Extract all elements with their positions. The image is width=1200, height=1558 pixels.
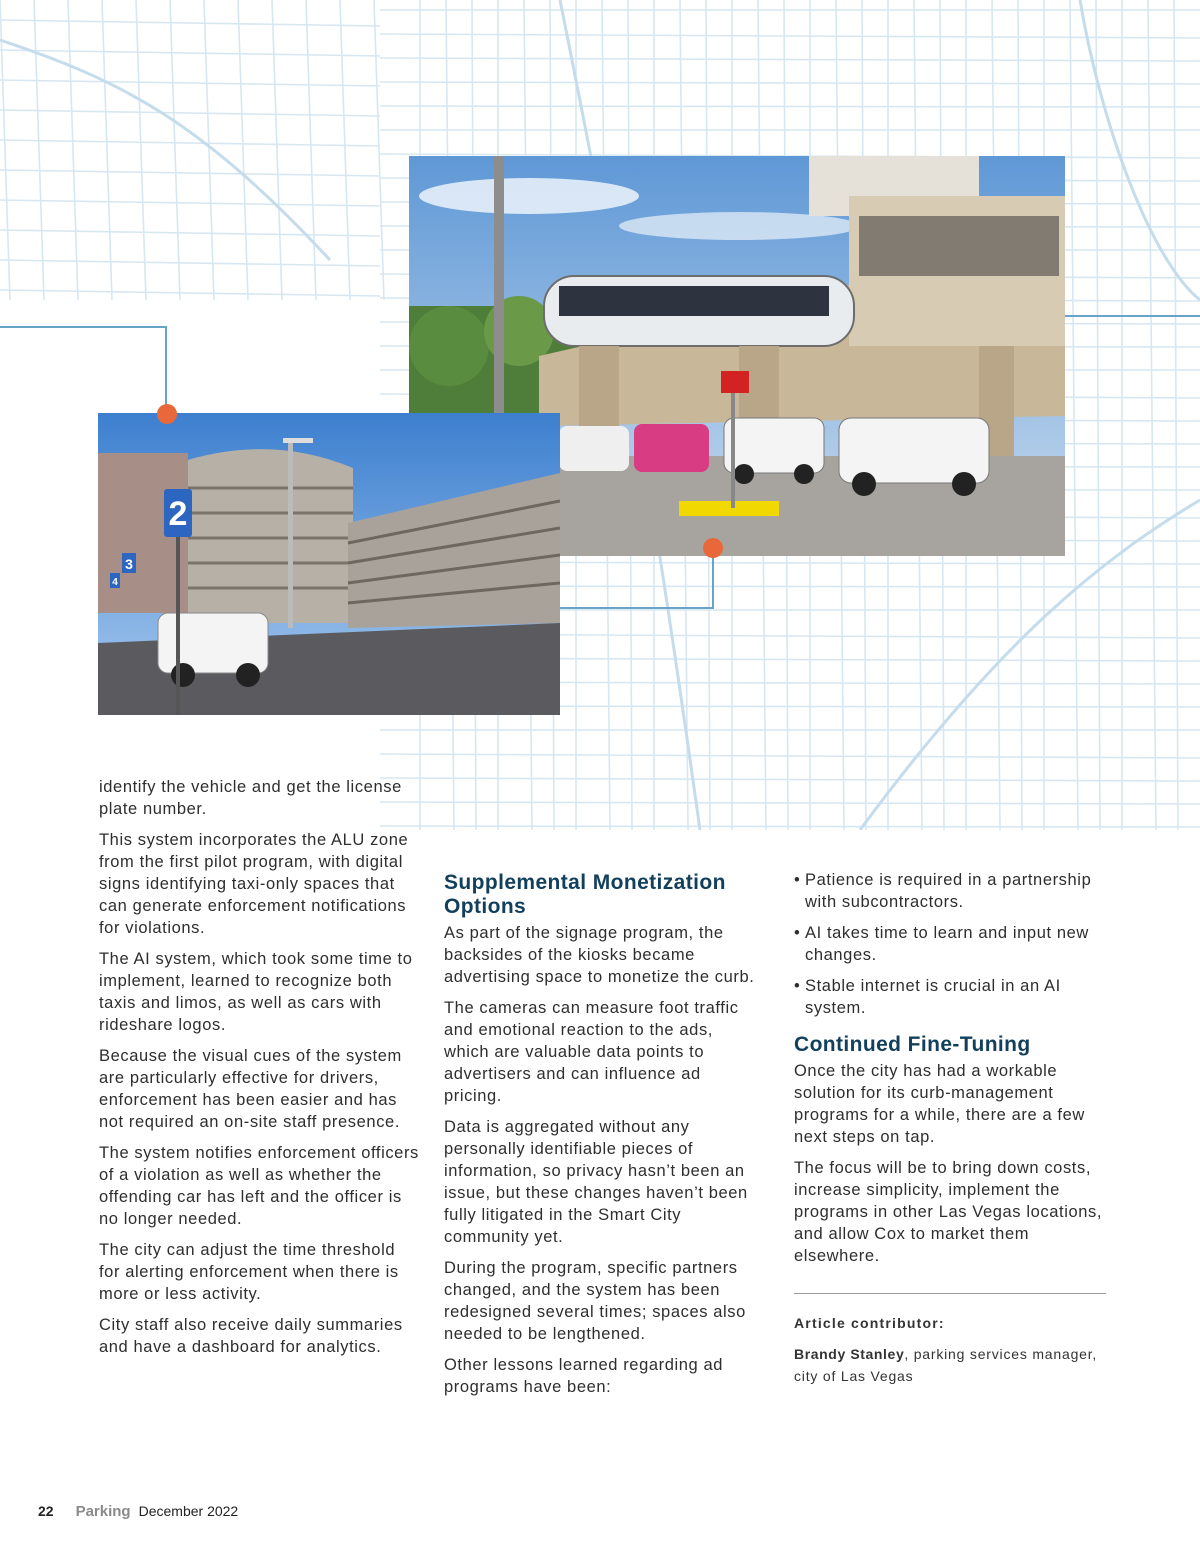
col1-para: identify the vehicle and get the license plate number. xyxy=(99,778,402,818)
col2-para: During the program, specific partners changed, and the system has been redesigned several times; spaces also needed to be lengthened. xyxy=(444,1259,746,1343)
contributor-name: Brandy Stanley xyxy=(794,1346,905,1362)
list-item: • Stable internet is crucial in an AI system. xyxy=(794,975,1106,1019)
issue-date: December 2022 xyxy=(138,1503,239,1519)
col1-para: The city can adjust the time threshold for alerting enforcement when there is more or less activity. xyxy=(99,1241,399,1303)
col1-para: This system incorporates the ALU zone from the first pilot program, with digital signs identifying taxi-only spaces that can generate enforcement notifications for violations. xyxy=(99,831,409,937)
col3-para: The focus will be to bring down costs, increase simplicity, implement the programs in other Las Vegas locations, and allow Cox to market them elsewhere. xyxy=(794,1159,1103,1265)
magazine-name: Parking xyxy=(75,1503,131,1520)
column-2 xyxy=(444,871,762,1407)
col3-para: Once the city has had a workable solution for its curb-management programs for a while, there are a few next steps on tap. xyxy=(794,1062,1085,1146)
col2-para: Other lessons learned regarding ad programs have been: xyxy=(444,1356,724,1396)
col1-para: City staff also receive daily summaries and have a dashboard for analytics. xyxy=(99,1316,403,1356)
parking-garage-photo xyxy=(98,413,560,715)
page-footer xyxy=(38,1503,238,1520)
garage-sign-2: 2 xyxy=(168,495,188,533)
contributor-credit xyxy=(794,1343,1106,1387)
section-heading-fine-tuning: Continued Fine-Tuning xyxy=(794,1033,1031,1056)
col1-para: The system notifies enforcement officers of a violation as well as whether the offending car has left and the officer is no longer needed. xyxy=(99,1144,419,1228)
col2-para: As part of the signage program, the backsides of the kiosks became advertising space to monetize the curb. xyxy=(444,924,755,986)
section-heading-monetization: Supplemental Monetization Options xyxy=(444,871,726,918)
page-number: 22 xyxy=(38,1503,54,1519)
column-3 xyxy=(794,869,1106,1396)
list-item: • AI takes time to learn and input new changes. xyxy=(794,922,1106,966)
column-1 xyxy=(99,776,419,1367)
lessons-list xyxy=(794,869,1106,1019)
garage-sign-3: 3 xyxy=(125,556,133,572)
col2-para: Data is aggregated without any personally identifiable pieces of information, so privacy hasn’t been an issue, but these changes haven’t been fully litigated in the Smart City community yet. xyxy=(444,1118,748,1246)
col1-para: The AI system, which took some time to implement, learned to recognize both taxis and limos, as well as cars with rideshare logos. xyxy=(99,950,413,1034)
garage-sign-4: 4 xyxy=(112,577,118,588)
contributor-role: , parking services manager, city of Las Vegas xyxy=(794,1346,1098,1384)
contributor-label: Article contributor: xyxy=(794,1315,945,1331)
list-item: • Patience is required in a partnership with subcontractors. xyxy=(794,869,1106,913)
divider xyxy=(794,1293,1106,1294)
col1-para: Because the visual cues of the system are particularly effective for drivers, enforcement has been easier and has not required an on-site staff presence. xyxy=(99,1047,402,1131)
accent-dot-left xyxy=(157,404,177,424)
accent-dot-right xyxy=(703,538,723,558)
col2-para: The cameras can measure foot traffic and emotional reaction to the ads, which are valuable data points to advertisers and can influence ad pricing. xyxy=(444,999,739,1105)
